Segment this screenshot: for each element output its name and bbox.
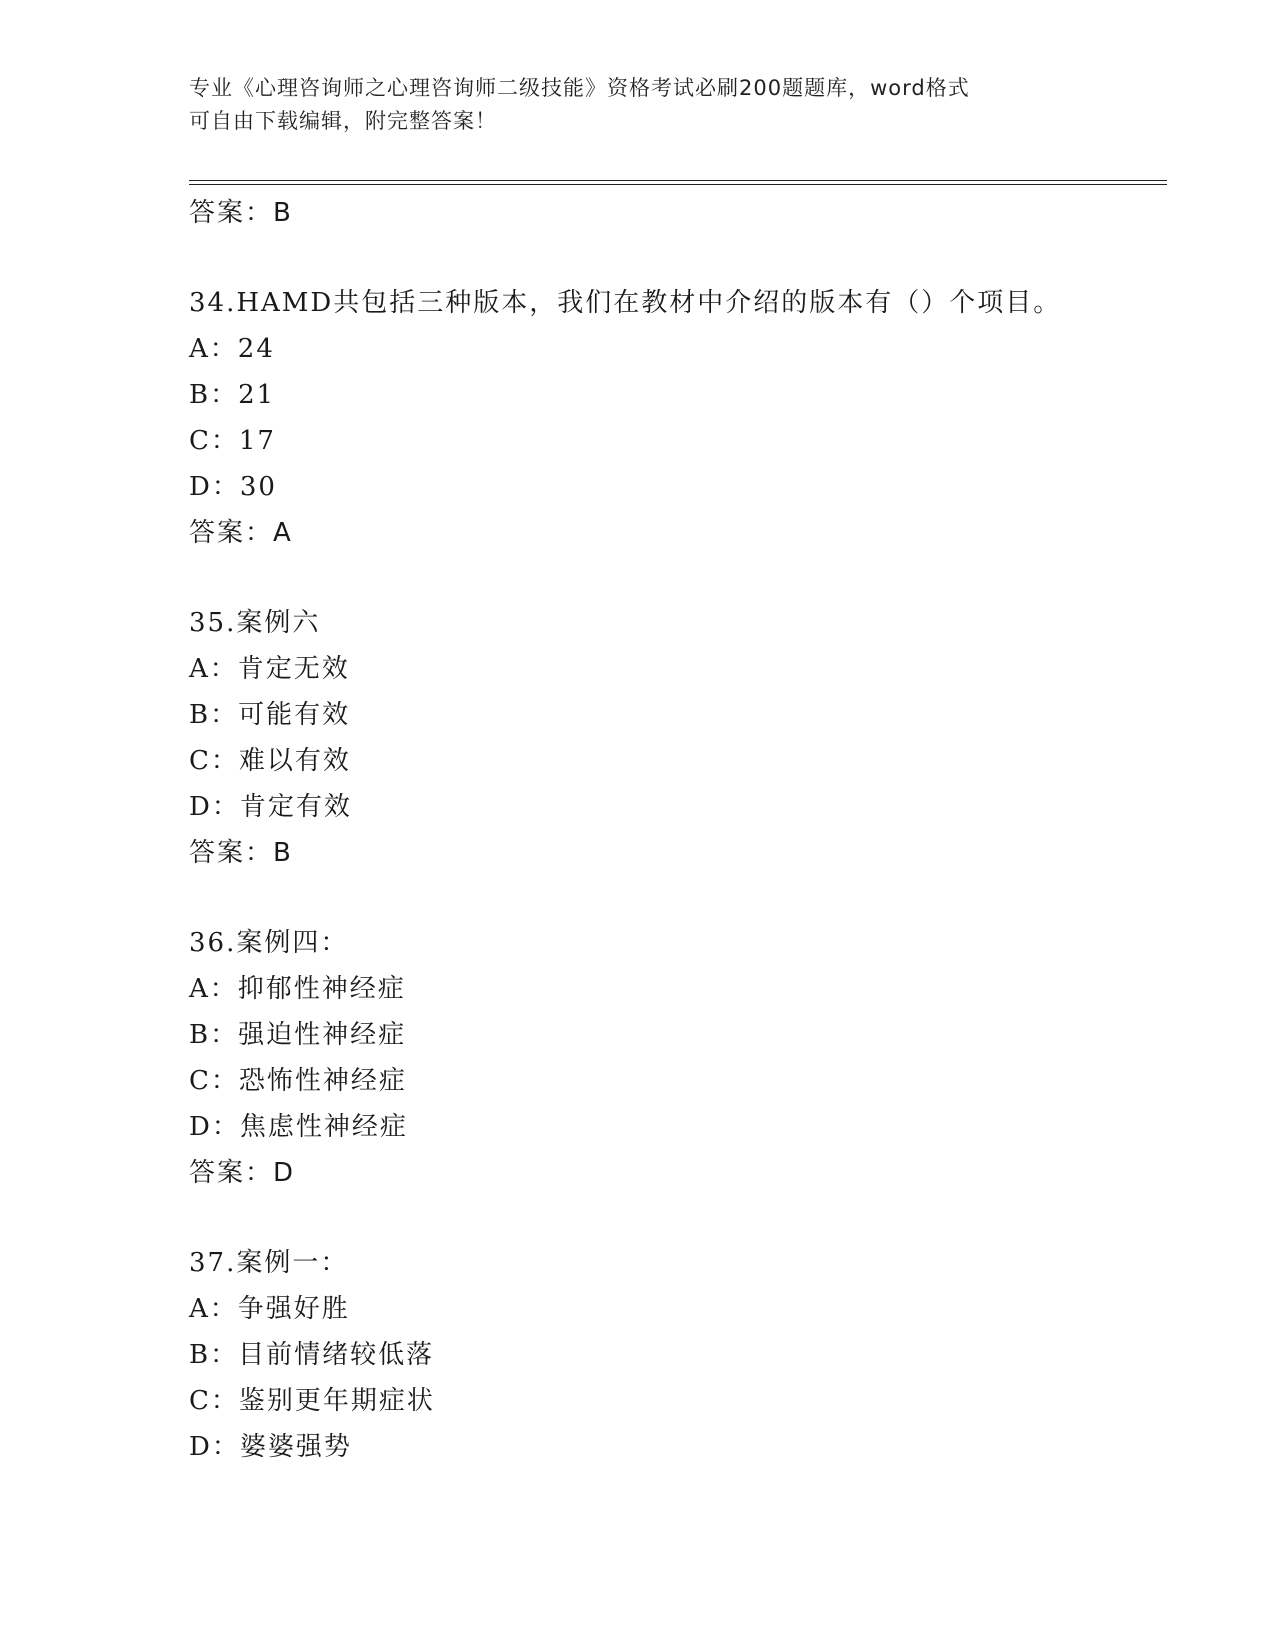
question-36-option-a: A：抑郁性神经症	[189, 974, 406, 1004]
answer-33: 答案：B	[189, 198, 293, 228]
question-37-text: 37.案例一：	[189, 1248, 349, 1278]
question-35-option-d: D：肯定有效	[189, 792, 352, 822]
question-36-answer: 答案：D	[189, 1158, 296, 1188]
question-37-option-d: D：婆婆强势	[189, 1432, 352, 1462]
question-34-text: 34.HAMD共包括三种版本，我们在教材中介绍的版本有（）个项目。	[189, 288, 1062, 318]
header-divider-top	[189, 180, 1167, 181]
question-34-option-d: D：30	[189, 472, 277, 502]
question-34-option-a: A：24	[189, 334, 275, 364]
question-34	[189, 280, 1149, 556]
header-line-1: 专业《心理咨询师之心理咨询师二级技能》资格考试必刷200题题库，word格式	[189, 76, 970, 100]
question-37	[189, 1240, 1149, 1470]
page-header	[189, 72, 1089, 138]
question-35-option-b: B：可能有效	[189, 700, 351, 730]
question-36	[189, 920, 1149, 1196]
question-35-option-a: A：肯定无效	[189, 654, 350, 684]
question-35	[189, 600, 1149, 876]
question-35-text: 35.案例六	[189, 608, 321, 638]
header-divider-bottom	[189, 184, 1167, 185]
question-37-option-b: B：目前情绪较低落	[189, 1340, 435, 1370]
question-36-text: 36.案例四：	[189, 928, 349, 958]
question-34-option-c: C：17	[189, 426, 276, 456]
question-list	[189, 190, 1149, 1470]
question-35-answer: 答案：B	[189, 838, 293, 868]
question-34-option-b: B：21	[189, 380, 276, 410]
header-line-2: 可自由下载编辑，附完整答案！	[189, 109, 497, 133]
question-37-option-a: A：争强好胜	[189, 1294, 350, 1324]
question-36-option-c: C：恐怖性神经症	[189, 1066, 407, 1096]
question-36-option-b: B：强迫性神经症	[189, 1020, 407, 1050]
question-35-option-c: C：难以有效	[189, 746, 351, 776]
question-37-option-c: C：鉴别更年期症状	[189, 1386, 435, 1416]
question-34-answer: 答案：A	[189, 518, 293, 548]
question-36-option-d: D：焦虑性神经症	[189, 1112, 408, 1142]
